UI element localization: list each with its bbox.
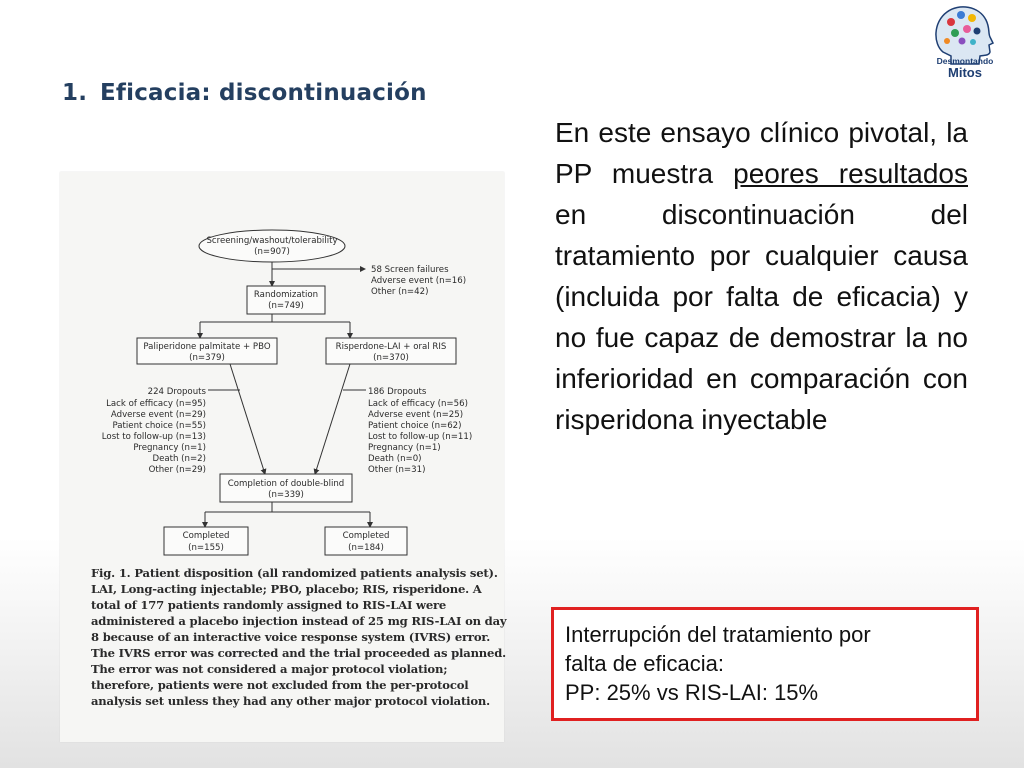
title-text: Eficacia: discontinuación xyxy=(100,80,427,106)
main-paragraph xyxy=(555,112,968,440)
fc-dropouts-right-7: Other (n=31) xyxy=(368,465,426,475)
fc-dropouts-right-5: Pregnancy (n=1) xyxy=(368,443,441,453)
fc-dropouts-left-1: Lack of efficacy (n=95) xyxy=(106,399,206,409)
logo-text-mitos: Mitos xyxy=(948,65,982,80)
fc-completed-right-n: (n=184) xyxy=(348,543,384,553)
fc-dropouts-left-7: Other (n=29) xyxy=(148,465,206,475)
fc-completed-left-n: (n=155) xyxy=(188,543,224,553)
fc-dropouts-right-4: Lost to follow-up (n=11) xyxy=(368,432,473,442)
highlight-line-3: PP: 25% vs RIS-LAI: 15% xyxy=(565,680,819,705)
fc-dropouts-left-6: Death (n=2) xyxy=(152,454,206,464)
fc-dropouts-right-0: 186 Dropouts xyxy=(368,387,427,397)
patient-disposition-flowchart xyxy=(60,172,504,562)
fc-screen-failures-adverse: Adverse event (n=16) xyxy=(371,276,467,286)
fc-dropouts-left-0: 224 Dropouts xyxy=(147,387,206,397)
fc-arm-left-n: (n=379) xyxy=(189,353,225,363)
fc-dropouts-left-3: Patient choice (n=55) xyxy=(112,421,206,431)
fc-completion-n: (n=339) xyxy=(268,490,304,500)
fc-arm-right-label: Risperdone-LAI + oral RIS xyxy=(335,342,447,352)
logo-text-desmontando: Desmontando xyxy=(936,56,994,66)
fc-dropouts-right-6: Death (n=0) xyxy=(368,454,422,464)
title-number: 1. xyxy=(62,80,88,106)
fc-screening-label: Screening/washout/tolerability xyxy=(206,236,338,246)
highlight-line-1: Interrupción del tratamiento por xyxy=(565,622,871,647)
fc-arm-left-label: Paliperidone palmitate + PBO xyxy=(143,342,271,352)
slide-title xyxy=(62,80,427,106)
main-text-underlined: peores resultados xyxy=(733,158,968,189)
patient-disposition-figure xyxy=(60,172,507,742)
fc-dropouts-left-5: Pregnancy (n=1) xyxy=(133,443,206,453)
fc-screen-failures: 58 Screen failures xyxy=(371,265,449,275)
fc-screening-n: (n=907) xyxy=(254,247,290,257)
fc-dropouts-right-2: Adverse event (n=25) xyxy=(368,410,464,420)
main-text-before: En este ensayo clínico pivotal, la PP muestra xyxy=(555,117,968,189)
main-text-after: en discontinuación del tratamiento por cualquier causa (incluida por falta de eficacia) y no fue capaz de demostrar la no inferioridad en comparación con risperidona inyectable xyxy=(555,199,968,435)
fc-randomization-label: Randomization xyxy=(253,290,319,300)
fc-dropouts-left-4: Lost to follow-up (n=13) xyxy=(101,432,206,442)
fc-dropouts-right-1: Lack of efficacy (n=56) xyxy=(368,399,468,409)
highlight-line-2: falta de eficacia: xyxy=(565,651,724,676)
figure-caption: Fig. 1. Patient disposition (all randomized patients analysis set). LAI, Long-acting injectable; PBO, placebo; RIS, risperidone. A total of 177 patients randomly assigned to RIS-LAI were administered a placebo injection instead of 25 mg RIS-LAI on day 8 because of an interactive voice response system (IVRS) error. The IVRS error was corrected and the trial proceeded as planned. The error was not considered a major protocol violation; therefore, patients were not excluded from the per-protocol analysis set unless they had any other major protocol violation. xyxy=(91,566,507,708)
fc-arm-right-n: (n=370) xyxy=(373,353,409,363)
fc-completed-left-label: Completed xyxy=(182,531,230,541)
fc-dropouts-left-2: Adverse event (n=29) xyxy=(110,410,206,420)
fc-randomization-n: (n=749) xyxy=(268,301,304,311)
fc-dropouts-right-3: Patient choice (n=62) xyxy=(368,421,462,431)
highlight-box xyxy=(551,607,979,721)
fc-completion-label: Completion of double-blind xyxy=(227,479,345,489)
fc-screen-failures-other: Other (n=42) xyxy=(371,287,429,297)
fc-completed-right-label: Completed xyxy=(342,531,390,541)
